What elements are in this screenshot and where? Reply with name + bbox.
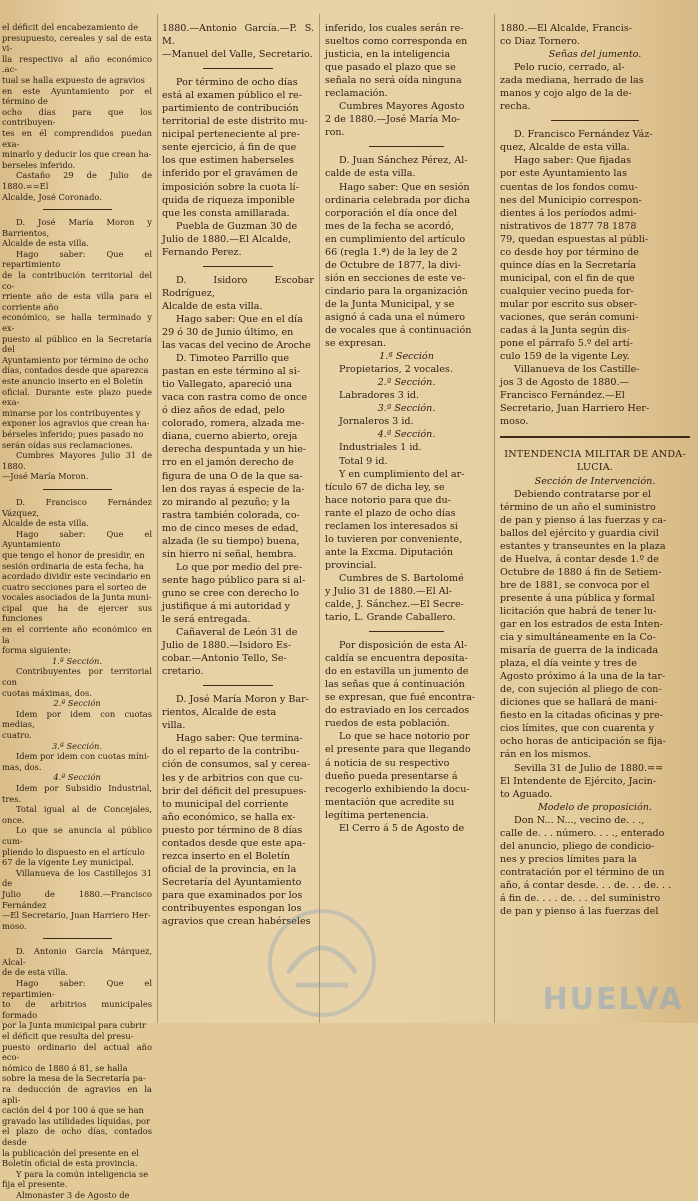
text-line: ocho horas de anticipación se fija- <box>500 736 666 748</box>
text-line: Labradores 3 id. <box>339 390 420 402</box>
section-rule <box>203 266 273 267</box>
text-line: Julio de 1880.—Francisco Fernández <box>2 888 152 910</box>
text-line: territorial de este distrito mu- <box>162 116 308 128</box>
text-line: Debiendo contratarse por el <box>514 488 652 500</box>
text-line: D. José María Moron y Barrientos, <box>2 217 152 238</box>
text-line: Y en cumplimiento del ar- <box>339 468 465 480</box>
text-line: Y para la común inteligencia se <box>16 1168 149 1179</box>
text-line: —José María Moron. <box>2 471 89 482</box>
text-line: cuatro secciones para el sorteo de <box>2 581 147 592</box>
text-line: agravios que crean habérseles <box>162 916 311 928</box>
text-line: justicia, en la inteligencia <box>325 49 451 61</box>
text-line: tario, L. Grande Caballero. <box>325 612 456 624</box>
text-line: 1.ª Sección <box>379 351 434 363</box>
text-line: mas, dos. <box>2 761 42 772</box>
text-line: Sección de Intervención. <box>534 475 656 487</box>
text-line: zo mirando al pezuño; y la <box>162 496 290 508</box>
text-line: término de un año el suministro <box>500 501 656 513</box>
text-line: quez, Alcalde de esta villa. <box>500 142 630 154</box>
text-line: sin hierro ni señal, hembra. <box>162 548 297 560</box>
text-line: quince días en la Secretaría <box>500 259 637 271</box>
text-line: bre de 1881, se convoca por el <box>500 579 650 591</box>
text-line: pliendo lo dispuesto en el artículo <box>2 846 145 857</box>
text-line: sobre la mesa de la Secretaría pa- <box>2 1073 146 1084</box>
text-line: Secretaría del Ayuntamiento <box>162 876 302 888</box>
text-line: pone el párrafo 5.º del artí- <box>500 338 633 350</box>
text-line: Octubre de 1880 á fin de Setiem- <box>500 566 662 578</box>
column-divider <box>157 14 158 1023</box>
text-line: Hago saber: Que el repartimiento <box>2 248 152 270</box>
text-line: Señas del jumento. <box>548 49 642 61</box>
text-line: figura de una O de la que sa- <box>162 470 303 482</box>
text-line: en cumplimiento del artículo <box>325 233 466 245</box>
text-line: Alcalde de esta villa. <box>2 238 89 249</box>
text-line: el déficit que resulta del presu- <box>2 1031 134 1042</box>
text-line: 4.ª Sección. <box>377 429 436 441</box>
section-rule <box>43 938 112 939</box>
text-line: calde, J. Sánchez.—El Secre- <box>325 599 464 611</box>
text-line: cios límites, que con cuarenta y <box>500 723 655 735</box>
text-line: reclamación. <box>325 88 388 100</box>
text-line: gravado las utilidades líquidas, por <box>2 1115 150 1126</box>
text-line: nicipal perteneciente al pre- <box>162 129 300 141</box>
text-line: sesión ordinaria de esta fecha, ha <box>2 560 144 571</box>
text-line: inferido, los cuales serán re- <box>325 23 464 34</box>
text-line: fiesto en la citadas oficinas y pre- <box>500 710 663 722</box>
text-line: Contribuyentes por territorial con <box>2 666 152 688</box>
text-line: 2 de 1880.—José María Mo- <box>325 114 461 126</box>
text-line: Jornaleros 3 id. <box>339 416 414 428</box>
text-line: presupuesto, cereales y sal de esta vi- <box>2 32 152 54</box>
text-line: guno se cree con derecho lo <box>162 587 300 599</box>
text-line: cación del 4 por 100 á que se han <box>2 1105 144 1116</box>
text-line: dientes á los períodos admi- <box>500 207 637 219</box>
section-rule <box>369 631 444 632</box>
text-line: 2.ª Sección <box>53 698 101 709</box>
text-line: cualquier vecino pueda for- <box>500 285 634 297</box>
text-line: de pan y pienso á las fuerzas del <box>500 906 659 918</box>
text-line: ballos del ejército y guardia civil <box>500 527 659 539</box>
text-line: de la contribución territorial del co- <box>2 270 152 291</box>
text-line: oficial de la provincia, en la <box>162 863 297 875</box>
text-line: 66 (regla 1.ª) de la ley de 2 <box>325 246 458 258</box>
text-line: la publicación del presente en el <box>2 1147 139 1158</box>
text-line: culo 159 de la vigente Ley. <box>500 351 630 363</box>
text-line: Ayuntamiento por término de ocho <box>2 354 149 365</box>
text-line: 1.ª Sección. <box>51 655 102 666</box>
text-line: ruedos de esta población. <box>325 718 450 730</box>
text-line: en este Ayuntamiento por el término de <box>2 85 152 107</box>
text-line: cindario para la organización <box>325 285 468 297</box>
text-line: recogerlo exhibiendo la docu- <box>325 783 470 795</box>
text-line: cipal que ha de ejercer sus funciones <box>2 602 152 624</box>
text-line: se expresan. <box>325 338 387 350</box>
text-line: de Huelva, á contar desde 1.º de <box>500 553 659 565</box>
text-line: Castaño 29 de Julio de 1880.==El <box>2 170 152 191</box>
text-line: co Diaz Tornero. <box>500 36 580 48</box>
text-line: de, con sujeción al pliego de con- <box>500 684 662 696</box>
section-rule <box>43 489 112 490</box>
text-line: tículo 67 de dicha ley, se <box>325 481 445 493</box>
text-line: que les consta amillarada. <box>162 207 290 219</box>
text-line: reclamen los interesados si <box>325 520 458 532</box>
section-rule <box>551 120 638 121</box>
text-line: D. Isidoro Escobar Rodríguez, <box>162 274 314 299</box>
text-line: 1880.—El Alcalde, Francis- <box>500 23 633 34</box>
text-line: do estraviado en los cercados <box>325 705 470 717</box>
column-divider <box>319 14 320 1023</box>
text-line: cuentas de los fondos comu- <box>500 181 638 193</box>
text-line: pastan en este término al si- <box>162 366 301 378</box>
text-line: que pasado el plazo que se <box>325 62 456 74</box>
text-line: ó diez años de edad, pelo <box>162 405 285 417</box>
text-line: de la Junta Municipal, y se <box>325 298 455 310</box>
text-line: el déficit del encabezamiento de <box>2 22 139 32</box>
text-line: sente hago público para si al- <box>162 574 306 586</box>
text-line: Sevilla 31 de Julio de 1880.== <box>514 762 664 774</box>
text-line: puesto por término de 8 días <box>162 824 303 836</box>
text-line: licitación que habrá de tener lu- <box>500 605 657 617</box>
text-line: para que examinados por los <box>162 889 303 901</box>
text-line: D. Juan Sánchez Pérez, Al- <box>339 155 468 167</box>
text-line: mentación que acredite su <box>325 796 455 808</box>
text-line: caldía se encuentra deposita- <box>325 653 468 665</box>
text-line: le será entregada. <box>162 614 251 626</box>
text-line: diciones que se hallará de mani- <box>500 697 658 709</box>
text-line: do el reparto de la contribu- <box>162 746 300 758</box>
text-line: D. Francisco Fernández Vázquez, <box>2 496 152 518</box>
text-line: económico, se halla terminado y ex- <box>2 312 152 334</box>
text-line: este anuncio inserto en el Boletín <box>2 376 144 386</box>
text-line: imposición sobre la cuota lí- <box>162 181 299 193</box>
text-line: nómico de 1880 á 81, se halla <box>2 1062 128 1073</box>
text-line: lla respectivo al año económico .ac- <box>2 53 152 75</box>
text-line: cuatro. <box>2 730 32 740</box>
text-line: gar en los estrados de esta Inten- <box>500 619 663 631</box>
text-line: Idem por idem con cuotas medias, <box>2 708 152 730</box>
text-line: hace notorio para que du- <box>325 494 451 506</box>
text-line: alzada (le su tiempo) buena, <box>162 535 300 547</box>
text-line: Alcalde de esta villa. <box>2 518 89 529</box>
text-line: 4.ª Sección <box>53 772 101 783</box>
text-line: calle de. . . número. . . ., enterado <box>500 827 665 839</box>
text-line: Lo que se anuncia al público cum- <box>2 825 152 846</box>
column-2 <box>162 22 314 1015</box>
text-line: vocales asociados de la Junta muni- <box>2 592 152 603</box>
text-line: ron. <box>325 127 345 139</box>
text-line: Julio de 1880.—El Alcalde, <box>162 233 292 245</box>
text-line: tual se halla expuesto de agravios <box>2 74 145 85</box>
section-rule <box>369 146 444 147</box>
text-line: Total 9 id. <box>339 455 388 467</box>
library-seal-watermark <box>248 903 396 1021</box>
text-line: rante el plazo de ocho días <box>325 507 456 519</box>
text-line: 29 ó 30 de Junio último, en <box>162 326 294 338</box>
text-line: señala no será oída ninguna <box>325 75 462 87</box>
text-line: 79, quedan espuestas al públi- <box>500 233 649 245</box>
text-line: municipal, con el fin de que <box>500 272 635 284</box>
text-line: Total igual al de Concejales, once. <box>2 804 152 825</box>
text-line: El Intendente de Ejército, Jacin- <box>500 775 657 787</box>
text-line: tes en él comprendidos puedan exa- <box>2 127 152 149</box>
text-line: quida de riqueza imponible <box>162 194 295 206</box>
text-line: Hago saber: Que el Ayuntamiento <box>2 528 152 550</box>
text-line: 3.ª Sección. <box>377 403 436 415</box>
text-line: Lo que por medio del pre- <box>176 561 303 573</box>
column-4 <box>500 22 690 1015</box>
text-line: ante la Excma. Diputación <box>325 546 454 558</box>
text-line: Idem por idem con cuotas míni- <box>16 751 150 762</box>
text-line: brir del déficit del presupues- <box>162 785 307 797</box>
text-line: Alcalde, José Coronado. <box>2 191 102 202</box>
text-line: nes del Municipio correspon- <box>500 194 642 206</box>
text-line: to de arbitrios municipales formado <box>2 999 152 1020</box>
text-line: Lo que se hace notorio por <box>339 731 470 743</box>
huelva-watermark: HUELVA <box>542 982 684 1017</box>
text-line: está al examen público el re- <box>162 90 302 102</box>
text-line: á fin de. . . . de. . . del suministro <box>500 893 661 904</box>
text-line: forma siguiente: <box>2 645 71 656</box>
text-line: Francisco Fernández.—El <box>500 390 625 402</box>
section-rule <box>203 68 273 69</box>
text-line: D. Timoteo Parrillo que <box>176 353 290 365</box>
text-line: zada mediana, herrado de las <box>500 75 644 87</box>
text-line: contribuyentes espongan los <box>162 903 302 914</box>
text-line: el plazo de ocho días, contados desde <box>2 1126 152 1147</box>
text-line: D. Francisco Fernández Váz- <box>514 129 653 141</box>
text-line: Pelo rucio, cerrado, al- <box>514 62 625 74</box>
text-line: de de esta villa. <box>2 967 69 978</box>
text-line: Por término de ocho días <box>176 77 298 89</box>
text-line: Hago saber: Que fijadas <box>514 155 632 167</box>
text-line: de pan y pienso á las fuerzas y ca- <box>500 514 667 526</box>
text-line: jos 3 de Agosto de 1880.— <box>500 377 630 389</box>
text-line: vaca con rastra como de once <box>162 392 308 404</box>
text-line: exponer los agravios que crean ha- <box>2 418 150 429</box>
text-line: derecha despuntada y un hie- <box>162 444 307 456</box>
text-line: Por disposición de esta Al- <box>339 640 468 652</box>
text-line: —El Secretario, Juan Harriero Her- <box>2 910 151 921</box>
text-line: Modelo de proposición. <box>537 801 653 813</box>
text-line: 3.ª Sección. <box>51 740 102 751</box>
text-line: los que estimen haberseles <box>162 155 294 167</box>
text-line: calde de esta villa. <box>325 168 416 180</box>
text-line: á noticia de su respectivo <box>325 757 450 769</box>
text-line: manos y cojo algo de la de- <box>500 88 632 100</box>
text-line: —Manuel del Valle, Secretario. <box>162 49 313 61</box>
text-line: que tengo el honor de presidir, en <box>2 549 145 560</box>
text-line: Fernando Perez. <box>162 246 242 258</box>
text-line: rezca inserto en el Boletín <box>162 850 290 862</box>
text-line: Cañaveral de León 31 de <box>176 627 298 639</box>
text-line: colorado, romera, alzada me- <box>162 418 305 430</box>
text-line: tio Vallegato, apareció una <box>162 379 293 391</box>
text-line: vaciones, que serán comuni- <box>500 311 639 323</box>
text-line: Agosto próximo á la una de la tar- <box>500 671 666 683</box>
text-line: El Cerro á 5 de Agosto de <box>339 822 465 834</box>
text-line: moso. <box>2 920 27 931</box>
text-line: Don N... N..., vecino de. . ., <box>514 814 645 826</box>
text-line: se expresan, que fué encontra- <box>325 692 476 704</box>
text-line: cuotas máximas, dos. <box>2 687 92 698</box>
text-line: puesto ordinario del actual año eco- <box>2 1041 152 1063</box>
text-line: Almonaster 3 de Agosto de <box>16 1189 130 1200</box>
text-line: bérseles inferido; pues pasado no <box>2 428 144 439</box>
column-1 <box>2 22 152 1200</box>
text-line: las señas que á continuación <box>325 679 465 691</box>
text-line: estantes y transeuntes en la plaza <box>500 540 666 552</box>
text-line: ordinaria celebrada por dicha <box>325 194 471 206</box>
text-line: LUCIA. <box>576 462 614 474</box>
section-rule <box>43 209 112 210</box>
text-line: Boletín oficial de esta provincia. <box>2 1158 138 1169</box>
text-line: do en estavilla un jumento de <box>325 666 469 678</box>
text-line: y Julio 31 de 1880.—El Al- <box>325 585 453 597</box>
text-line: Hago saber: Que termina- <box>176 733 303 745</box>
text-line: Villanueva de los Castille- <box>514 364 640 376</box>
text-line: rriente año de esta villa para el corriente año <box>2 291 152 312</box>
text-line: Cumbres Mayores Agosto <box>339 101 465 113</box>
text-line: Julio de 1880.—Isidoro Es- <box>162 640 292 652</box>
text-line: asignó á cada una el número <box>325 311 466 323</box>
text-line: sueltos como corresponda en <box>325 36 468 48</box>
text-line: Cumbres Mayores Julio 31 de 1880. <box>2 450 152 471</box>
column-3 <box>325 22 488 1015</box>
text-line: berseles inferido. <box>2 159 76 170</box>
text-line: Industriales 1 id. <box>339 442 422 454</box>
text-line: len dos rayas á especie de la- <box>162 483 305 495</box>
text-line: de Octubre de 1877, la divi- <box>325 259 461 271</box>
text-line: nistrativos de 1877 78 1878 <box>500 220 637 232</box>
text-line: Secretario, Juan Harriero Her- <box>500 403 650 415</box>
text-line: ción de consumos, sal y cerea- <box>162 759 311 771</box>
text-line: rán en los mismos. <box>500 749 592 761</box>
text-line: cadas á la Junta según dis- <box>500 325 630 337</box>
text-line: mes de la fecha se acordó, <box>325 220 455 232</box>
text-line: nes y precios límites para la <box>500 853 637 865</box>
text-line: recha. <box>500 101 531 113</box>
text-line: to Aguado. <box>500 788 553 800</box>
text-line: Cumbres de S. Bartolomé <box>339 572 464 584</box>
text-line: año, á contar desde. . . de. . . de. . . <box>500 879 672 891</box>
text-line: sión en secciones de este ve- <box>325 272 466 284</box>
text-line: cobar.—Antonio Tello, Se- <box>162 653 287 665</box>
text-line: mular por escrito sus obser- <box>500 298 637 310</box>
text-line: misaría de guerra de la indicada <box>500 645 659 657</box>
text-line: dueño pueda presentarse á <box>325 770 458 782</box>
text-line: por la Junta municipal para cubrir <box>2 1020 146 1031</box>
text-line: rastra también colorada, co- <box>162 509 300 521</box>
text-line: to municipal del corriente <box>162 798 289 810</box>
text-line: legítima pertenencia. <box>325 809 429 821</box>
section-rule <box>500 436 690 438</box>
text-line: plaza, el día veinte y tres de <box>500 658 637 670</box>
text-line: 2.ª Sección. <box>377 377 436 389</box>
text-line: Alcalde de esta villa. <box>162 300 263 312</box>
text-line: lo tuvieren por conveniente, <box>325 533 463 545</box>
text-line: del anuncio, pliego de condicio- <box>500 840 655 852</box>
text-line: minarlo y deducir los que crean ha- <box>2 149 152 160</box>
text-line: el presente para que llegando <box>325 744 471 756</box>
text-line: co desde hoy por término de <box>500 246 639 258</box>
text-line: rientos, Alcalde de esta <box>162 707 277 719</box>
text-line: fija el presente. <box>2 1179 68 1190</box>
column-divider <box>494 14 495 1023</box>
text-line: Hago saber: Que en el día <box>176 313 303 325</box>
text-line: mo de cinco meses de edad, <box>162 522 299 534</box>
text-line: rro en el jamón derecho de <box>162 457 294 469</box>
text-line: días, contados desde que aparezca <box>2 365 149 376</box>
text-line: Villanueva de los Castillejos 31 de <box>2 867 152 889</box>
text-line: D. José María Moron y Bar- <box>176 694 309 706</box>
text-line: cretario. <box>162 666 204 678</box>
text-line: les y de arbitrios con que cu- <box>162 772 304 784</box>
text-line: ra deducción de agravios en la apli- <box>2 1084 152 1105</box>
text-line: acordado dividir este vecindario en <box>2 571 151 582</box>
text-line: presente á una pública y formal <box>500 592 655 604</box>
text-line: diana, cuerno abierto, oreja <box>162 431 298 443</box>
text-line: ocho días para que los contribuyen- <box>2 106 152 128</box>
text-line: sente ejercicio, á fin de que <box>162 142 297 154</box>
text-line: Hago saber: Que en sesión <box>339 181 470 193</box>
text-line: INTENDENCIA MILITAR DE ANDA- <box>504 449 686 461</box>
text-line: oficial. Durante este plazo puede exa- <box>2 386 152 408</box>
text-line: por este Ayuntamiento las <box>500 168 628 180</box>
text-line: justifique á mi autoridad y <box>162 600 291 612</box>
section-rule <box>203 685 273 686</box>
text-line: Hago saber: Que el repartimien- <box>2 978 152 999</box>
text-line: Idem por Subsidio Industrial, tres. <box>2 782 152 804</box>
text-line: contratación por el término de un <box>500 866 665 878</box>
text-line: inferido por el gravámen de <box>162 168 298 180</box>
text-line: corporación el día once del <box>325 207 458 219</box>
text-line: moso. <box>500 416 529 428</box>
text-line: contados desde que este apa- <box>162 837 306 849</box>
text-line: D. Antonio García Márquez, Alcal- <box>2 946 152 967</box>
text-line: minarse por los contribuyentes y <box>2 407 141 418</box>
text-line: las vacas del vecino de Aroche <box>162 340 311 352</box>
text-line: cia y simultáneamente en la Co- <box>500 632 656 644</box>
text-line: 67 de la vigente Ley municipal. <box>2 857 134 868</box>
text-line: villa. <box>162 720 186 732</box>
text-line: serán oídas sus reclamaciones. <box>2 439 133 450</box>
text-line: año económico, se halla ex- <box>162 811 296 823</box>
text-line: 1880.—Antonio García.—P. S. M. <box>162 23 314 48</box>
text-line: Puebla de Guzman 30 de <box>176 220 298 232</box>
text-line: puesto al público en la Secretaría del <box>2 333 152 355</box>
text-line: Propietarios, 2 vocales. <box>339 364 453 376</box>
text-line: provincial. <box>325 559 377 571</box>
text-line: en el corriente año económico en la <box>2 624 152 645</box>
text-line: partimiento de contribución <box>162 103 299 115</box>
text-line: de vocales que á continuación <box>325 325 472 337</box>
